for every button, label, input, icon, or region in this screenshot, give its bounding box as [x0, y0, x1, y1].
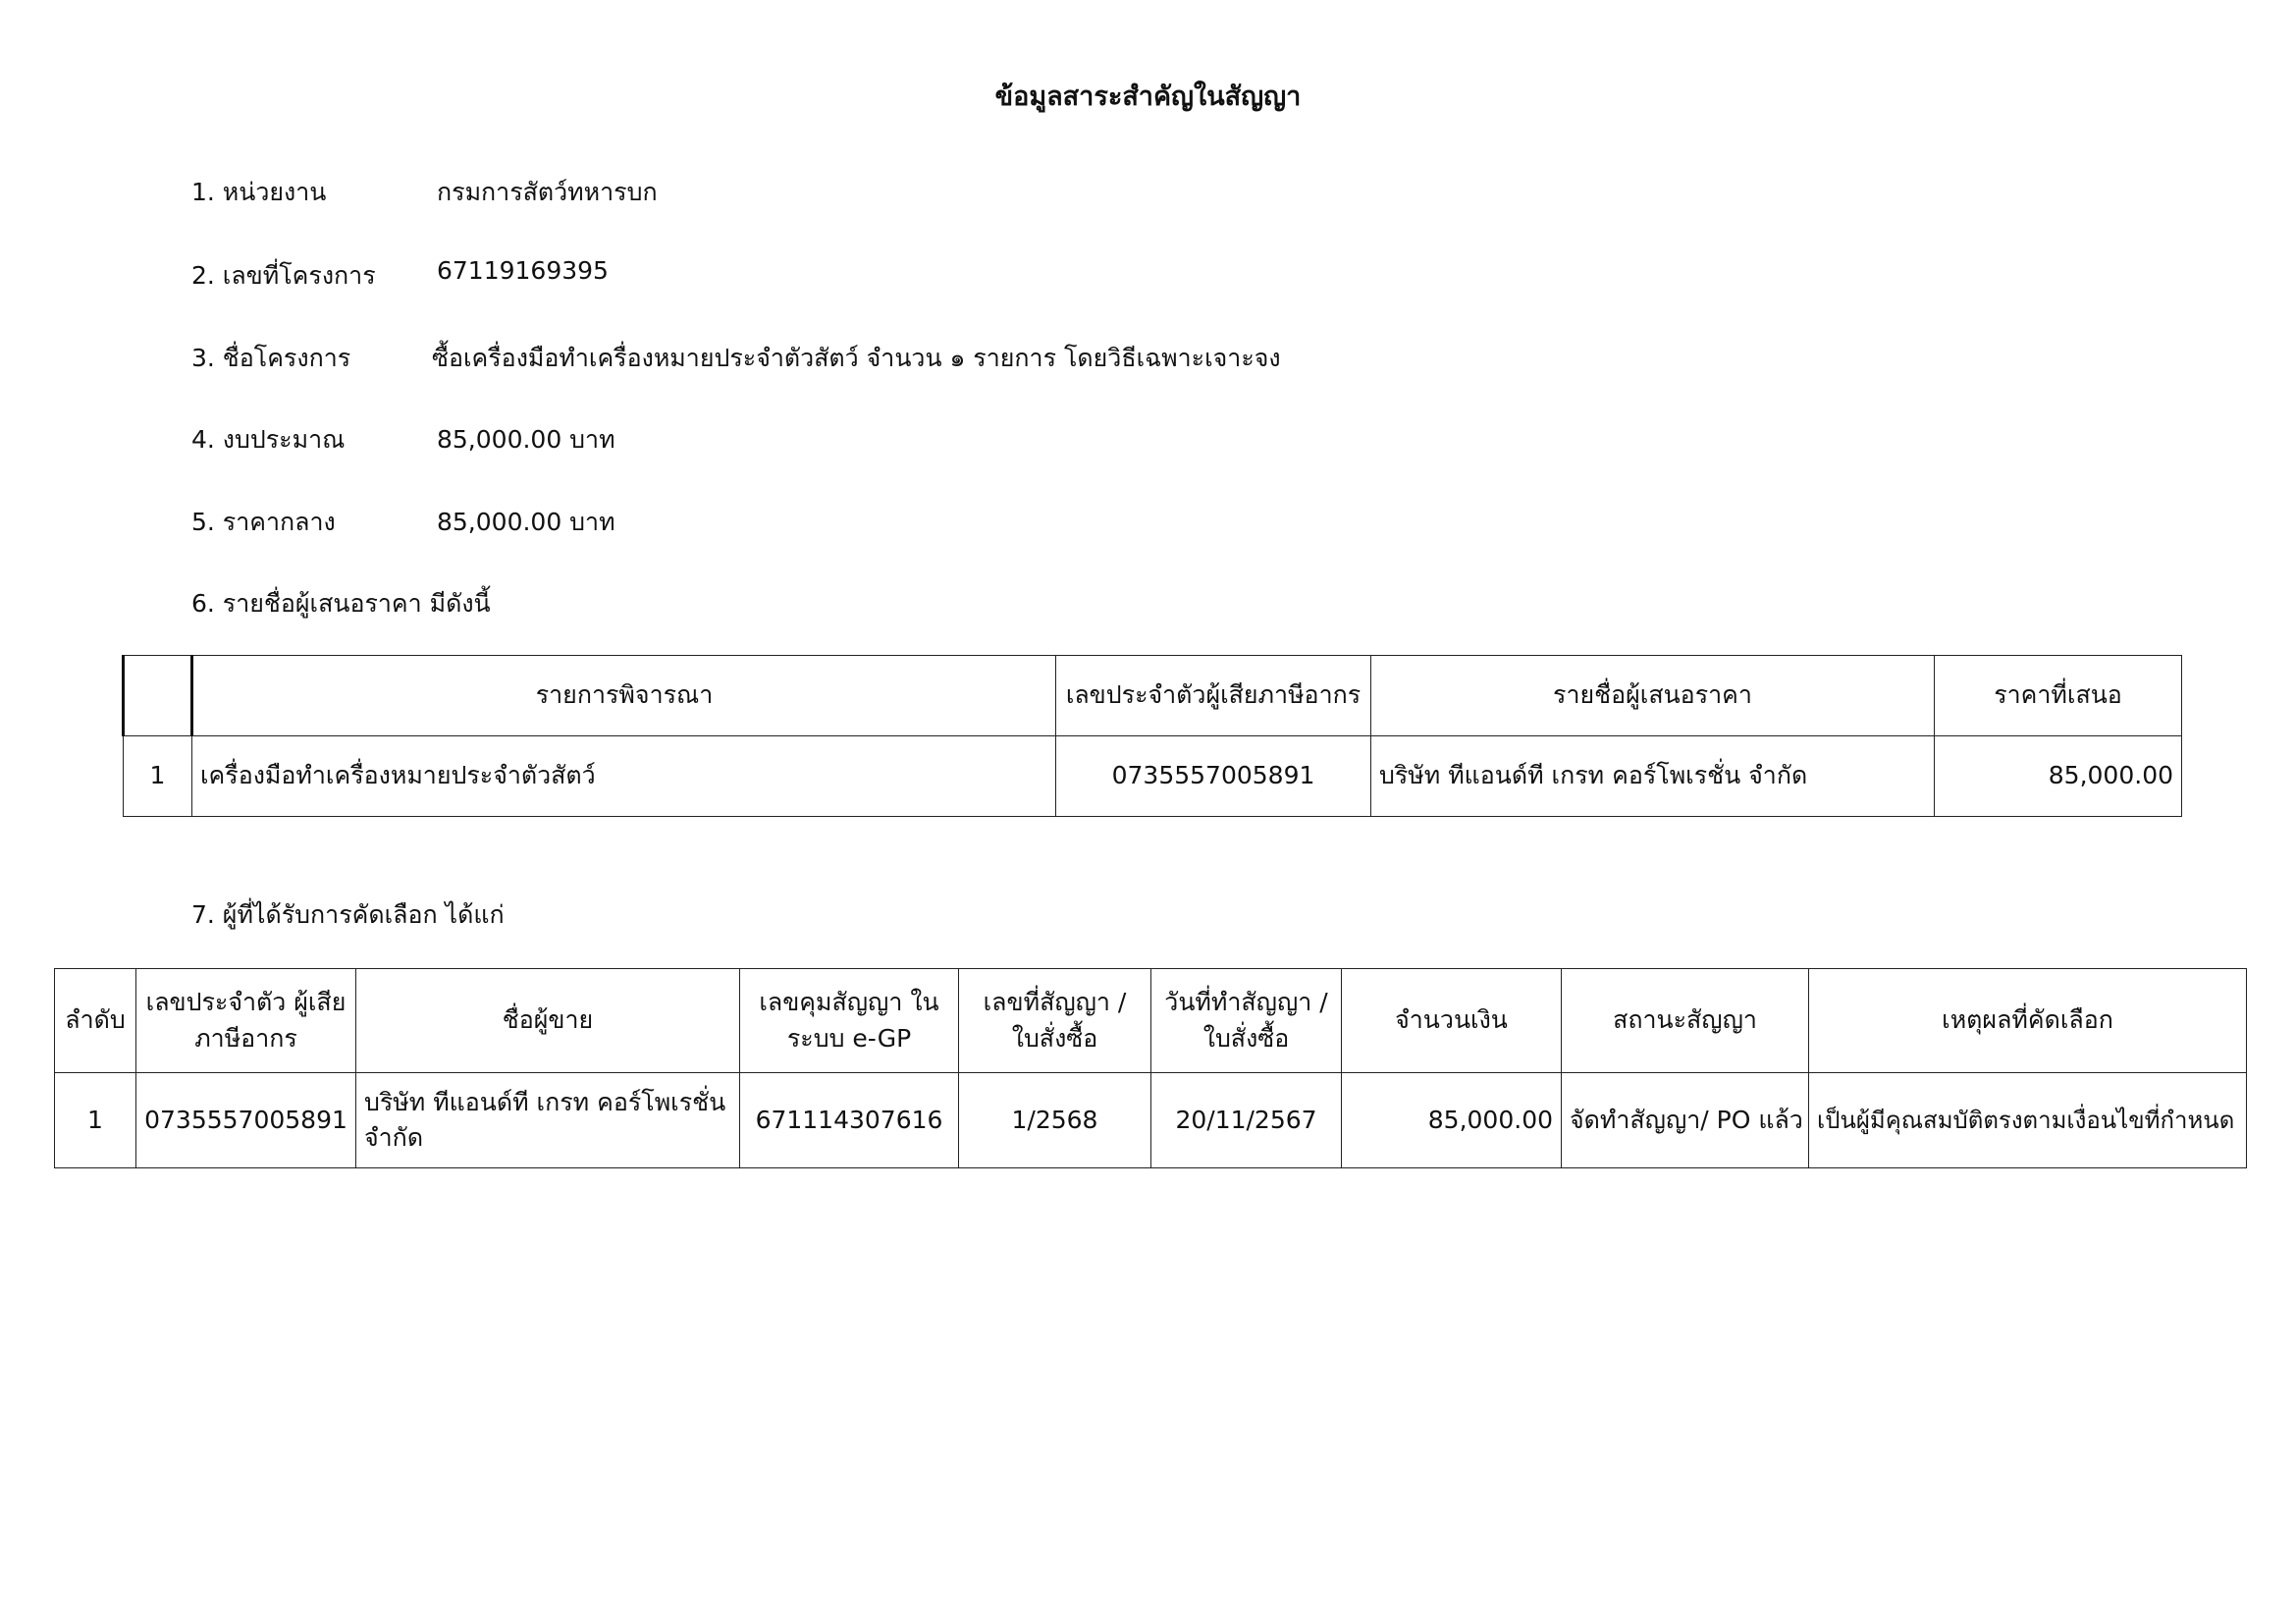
header-status: สถานะสัญญา	[1562, 969, 1809, 1073]
header-amount: จำนวนเงิน	[1342, 969, 1562, 1073]
cell-amount: 85,000.00	[1342, 1073, 1562, 1168]
field-value: 67119169395	[437, 256, 609, 285]
cell-status: จัดทำสัญญา/ PO แล้ว	[1562, 1073, 1809, 1168]
header-contract-no: เลขที่สัญญา / ใบสั่งซื้อ	[959, 969, 1151, 1073]
cell-item: เครื่องมือทำเครื่องหมายประจำตัวสัตว์	[192, 736, 1056, 817]
field-value: 85,000.00 บาท	[437, 508, 615, 536]
cell-tax-id: 0735557005891	[136, 1073, 356, 1168]
cell-tax-id: 0735557005891	[1056, 736, 1371, 817]
cell-seller: บริษัท ทีแอนด์ที เกรท คอร์โพเรชั่น จำกัด	[356, 1073, 740, 1168]
header-no: ลำดับ	[55, 969, 136, 1073]
field-label: 1. หน่วยงาน	[191, 178, 327, 206]
document-title: ข้อมูลสาระสำคัญในสัญญา	[994, 81, 1302, 112]
header-bidder: รายชื่อผู้เสนอราคา	[1371, 656, 1935, 736]
header-seller: ชื่อผู้ขาย	[356, 969, 740, 1073]
table-header-row	[55, 969, 2247, 1073]
bidders-table	[122, 655, 2182, 817]
header-contract-date: วันที่ทำสัญญา / ใบสั่งซื้อ	[1151, 969, 1342, 1073]
header-no	[124, 656, 192, 736]
field-value: ซื้อเครื่องมือทำเครื่องหมายประจำตัวสัตว์ จำนวน ๑ รายการ โดยวิธีเฉพาะเจาะจง	[432, 344, 1281, 372]
cell-contract-no: 1/2568	[959, 1073, 1151, 1168]
cell-price: 85,000.00	[1935, 736, 2182, 817]
selected-vendor-table	[54, 968, 2247, 1168]
header-tax-id: เลขประจำตัว ผู้เสียภาษีอากร	[136, 969, 356, 1073]
header-control-no: เลขคุมสัญญา ในระบบ e-GP	[740, 969, 959, 1073]
table-row	[55, 1073, 2247, 1168]
cell-control-no: 671114307616	[740, 1073, 959, 1168]
header-price: ราคาที่เสนอ	[1935, 656, 2182, 736]
header-item: รายการพิจารณา	[192, 656, 1056, 736]
cell-bidder: บริษัท ทีแอนด์ที เกรท คอร์โพเรชั่น จำกัด	[1371, 736, 1935, 817]
cell-reason: เป็นผู้มีคุณสมบัติตรงตามเงื่อนไขที่กำหนด	[1809, 1073, 2247, 1168]
section7-heading: 7. ผู้ที่ได้รับการคัดเลือก ได้แก่	[191, 900, 505, 929]
section6-heading: 6. รายชื่อผู้เสนอราคา มีดังนี้	[191, 589, 491, 618]
cell-no: 1	[55, 1073, 136, 1168]
table-header-row	[124, 656, 2182, 736]
field-label: 5. ราคากลาง	[191, 508, 336, 536]
field-label: 3. ชื่อโครงการ	[191, 344, 351, 372]
cell-contract-date: 20/11/2567	[1151, 1073, 1342, 1168]
field-label: 2. เลขที่โครงการ	[191, 261, 376, 290]
field-value: กรมการสัตว์ทหารบก	[437, 178, 658, 206]
header-tax-id: เลขประจำตัวผู้เสียภาษีอากร	[1056, 656, 1371, 736]
header-reason: เหตุผลที่คัดเลือก	[1809, 969, 2247, 1073]
table-row	[124, 736, 2182, 817]
field-value: 85,000.00 บาท	[437, 425, 615, 454]
cell-no: 1	[124, 736, 192, 817]
field-label: 4. งบประมาณ	[191, 425, 346, 454]
